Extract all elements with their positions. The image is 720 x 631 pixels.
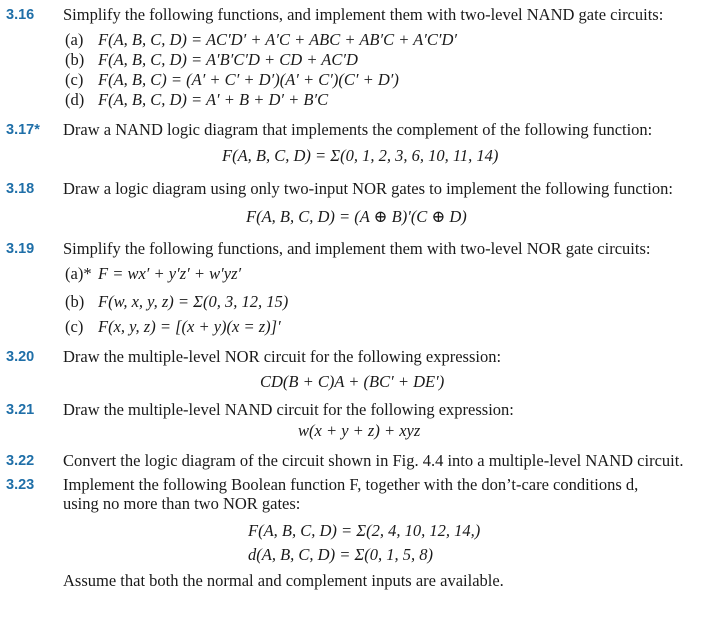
subpart	[65, 30, 457, 50]
problem-text: Draw a logic diagram using only two-input NOR gates to implement the following function:	[63, 179, 673, 198]
subpart-label: (a)	[65, 30, 84, 49]
problem-number: 3.18	[6, 181, 35, 197]
subpart-label: (c)	[65, 70, 84, 89]
subpart-expression: F(A, B, C) = (A′ + C′ + D′)(A′ + C′)(C′ + D′)	[98, 70, 399, 89]
subpart-expression: F(A, B, C, D) = A′ + B + D′ + B′C	[98, 90, 329, 109]
subpart-expression: F(A, B, C, D) = AC′D′ + A′C + ABC + AB′C + A′C′D′	[98, 30, 458, 49]
problem-text: Convert the logic diagram of the circuit shown in Fig. 4.4 into a multiple-level NAND circuit.	[63, 451, 684, 470]
problem-number: 3.21	[6, 402, 35, 418]
subpart-label: (d)	[65, 90, 85, 109]
subpart	[65, 70, 399, 90]
problem-text-continued: using no more than two NOR gates:	[63, 494, 301, 513]
problem-text: Draw the multiple-level NOR circuit for the following expression:	[63, 347, 502, 366]
equation: w(x + y + z) + xyz	[298, 421, 421, 440]
subpart	[65, 50, 358, 70]
problem-text: Simplify the following functions, and implement them with two-level NOR gate circuits:	[63, 239, 651, 258]
problem-note: Assume that both the normal and complement inputs are available.	[63, 571, 504, 590]
subpart-label: (c)	[65, 317, 84, 336]
subpart-label: (a)*	[65, 264, 92, 283]
problem-number: 3.22	[6, 453, 35, 469]
equation: F(A, B, C, D) = (A ⊕ B)′(C ⊕ D)	[246, 207, 467, 226]
subpart-expression: F = wx′ + y′z′ + w′yz′	[98, 264, 242, 283]
subpart-label: (b)	[65, 292, 85, 311]
problem-text: Simplify the following functions, and implement them with two-level NAND gate circuits:	[63, 5, 664, 24]
problem-text: Draw the multiple-level NAND circuit for the following expression:	[63, 400, 514, 419]
problem-number: 3.17*	[6, 122, 40, 138]
subpart	[65, 292, 288, 312]
problem-text: Draw a NAND logic diagram that implements the complement of the following function:	[63, 120, 653, 139]
subpart-expression: F(x, y, z) = [(x + y)(x = z)]′	[98, 317, 281, 336]
equation: CD(B + C)A + (BC′ + DE′)	[260, 372, 445, 391]
subpart-expression: F(w, x, y, z) = Σ(0, 3, 12, 15)	[98, 292, 289, 311]
subpart	[65, 264, 241, 284]
subpart	[65, 90, 328, 110]
equation: d(A, B, C, D) = Σ(0, 1, 5, 8)	[248, 545, 433, 564]
problem-number: 3.23	[6, 477, 35, 493]
equation: F(A, B, C, D) = Σ(0, 1, 2, 3, 6, 10, 11, 14)	[222, 146, 499, 165]
problem-number: 3.19	[6, 241, 35, 257]
subpart-expression: F(A, B, C, D) = A′B′C′D + CD + AC′D	[98, 50, 358, 69]
subpart	[65, 317, 281, 337]
problem-text: Implement the following Boolean function F, together with the don’t-care conditions d,	[63, 475, 639, 494]
problem-number: 3.16	[6, 7, 35, 23]
equation: F(A, B, C, D) = Σ(2, 4, 10, 12, 14,)	[248, 521, 481, 540]
subpart-label: (b)	[65, 50, 85, 69]
problem-number: 3.20	[6, 349, 35, 365]
